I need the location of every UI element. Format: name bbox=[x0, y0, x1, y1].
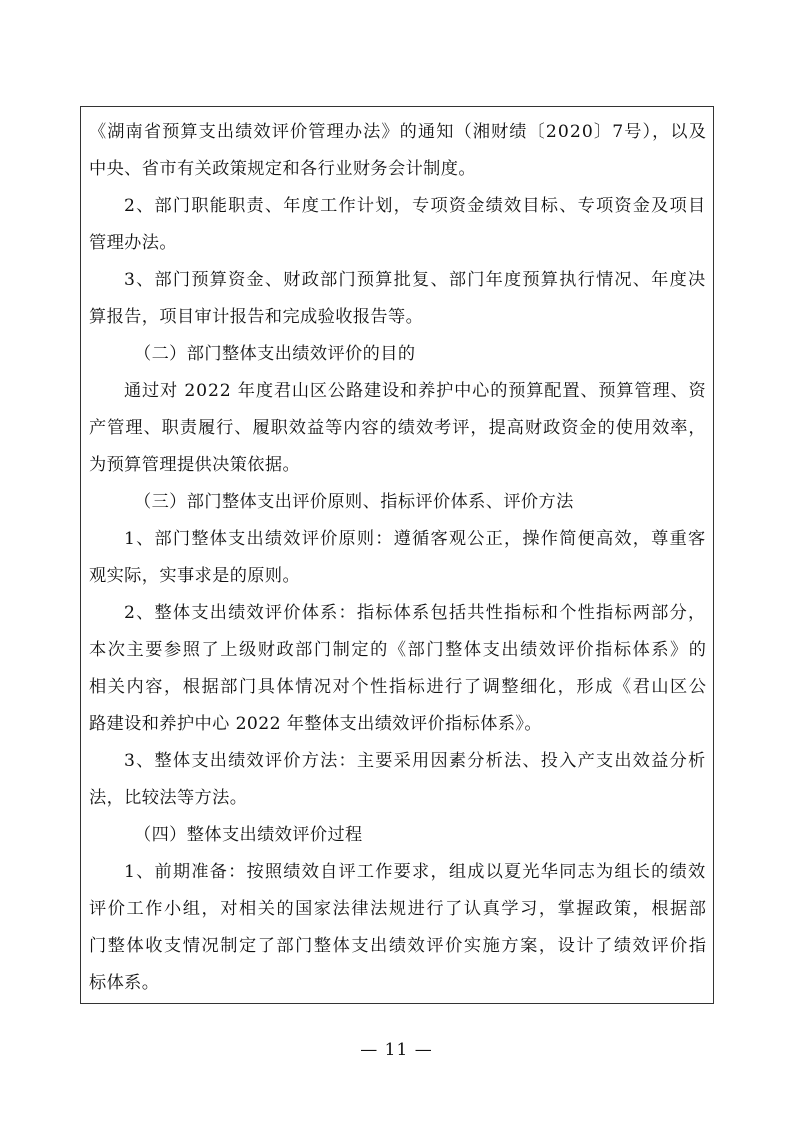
text-line: 相关内容，根据部门具体情况对个性指标进行了调整细化，形成《君山区公 bbox=[89, 677, 708, 697]
text-line: 观实际，实事求是的原则。 bbox=[89, 566, 301, 586]
text-line: 门整体收支情况制定了部门整体支出绩效评价实施方案，设计了绩效评价指 bbox=[89, 936, 708, 956]
text-line: 路建设和养护中心 2022 年整体支出绩效评价指标体系》。 bbox=[89, 714, 542, 734]
text-line: 为预算管理提供决策依据。 bbox=[89, 455, 301, 475]
text-line: 2、部门职能职责、年度工作计划，专项资金绩效目标、专项资金及项目 bbox=[124, 196, 707, 216]
text-line: 评价工作小组，对相关的国家法律法规进行了认真学习，掌握政策，根据部 bbox=[89, 899, 708, 919]
text-line: 1、部门整体支出绩效评价原则：遵循客观公正，操作简便高效，尊重客 bbox=[124, 529, 707, 549]
text-line: 管理办法。 bbox=[89, 233, 177, 253]
text-line: 3、整体支出绩效评价方法：主要采用因素分析法、投入产支出效益分析 bbox=[124, 751, 707, 771]
text-line: 通过对 2022 年度君山区公路建设和养护中心的预算配置、预算管理、资 bbox=[124, 381, 707, 401]
section-heading: （四）整体支出绩效评价过程 bbox=[134, 825, 363, 845]
page-number: — 11 — bbox=[360, 1040, 433, 1060]
section-heading: （二）部门整体支出绩效评价的目的 bbox=[134, 344, 416, 364]
text-line: 产管理、职责履行、履职效益等内容的绩效考评，提高财政资金的使用效率， bbox=[89, 418, 707, 438]
text-line: 《湖南省预算支出绩效评价管理办法》的通知（湘财绩〔2020〕7号），以及 bbox=[89, 122, 707, 142]
section-heading: （三）部门整体支出评价原则、指标评价体系、评价方法 bbox=[134, 492, 574, 512]
text-line: 1、前期准备：按照绩效自评工作要求，组成以夏光华同志为组长的绩效 bbox=[124, 862, 707, 882]
text-line: 3、部门预算资金、财政部门预算批复、部门年度预算执行情况、年度决 bbox=[124, 270, 707, 290]
text-line: 本次主要参照了上级财政部门制定的《部门整体支出绩效评价指标体系》的 bbox=[89, 640, 708, 660]
text-line: 法，比较法等方法。 bbox=[89, 788, 248, 808]
text-line: 中央、省市有关政策规定和各行业财务会计制度。 bbox=[89, 159, 476, 179]
text-line: 标体系。 bbox=[89, 973, 160, 993]
text-line: 算报告，项目审计报告和完成验收报告等。 bbox=[89, 307, 424, 327]
text-line: 2、整体支出绩效评价体系：指标体系包括共性指标和个性指标两部分， bbox=[124, 603, 707, 623]
